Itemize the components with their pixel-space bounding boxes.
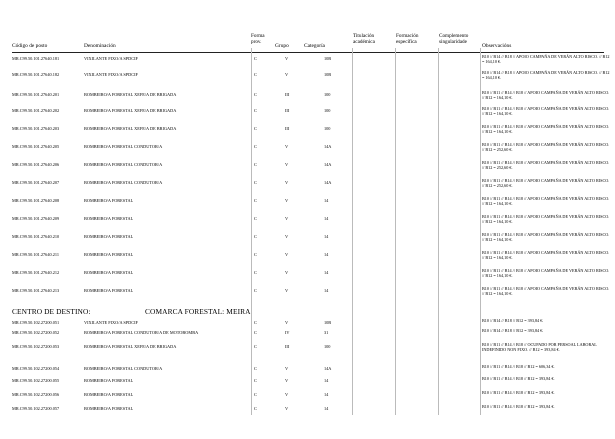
cell-observacions: B10 // B11 // B14 // B18 // APOIO CAMPAÑA DE VERÁN ALTO RISCO. // B12 = 252,60 €. xyxy=(482,142,610,153)
cell-observacions: B10 // B11 // B14 // B18 // B12 = 393,84 €. xyxy=(482,404,555,409)
cell-forma-prov: C xyxy=(254,252,257,257)
cell-posto-code: MR.C99.50.102.27200.052 xyxy=(12,330,60,335)
cell-categoria: 14 xyxy=(324,270,329,275)
cell-posto-code: MR.C99.50.101.27640.206 xyxy=(12,162,60,167)
cell-forma-prov: C xyxy=(254,108,257,113)
col-header-observacions: Observacións xyxy=(482,43,512,49)
cell-grupo: V xyxy=(285,216,289,221)
cell-forma-prov: C xyxy=(254,320,257,325)
cell-denominacion: BOMBEIRO/A FORESTAL CONDUTOR/A xyxy=(84,366,163,371)
cell-forma-prov: C xyxy=(254,234,257,239)
cell-posto-code: MR.C99.50.101.27640.202 xyxy=(12,108,60,113)
cell-denominacion: BOMBEIRO/A FORESTAL xyxy=(84,406,134,411)
cell-forma-prov: C xyxy=(254,92,257,97)
cell-observacions: B10 // B11 // B14 // B18 // APOIO CAMPAÑA DE VERÁN ALTO RISCO. // B12 = 164,10 €. xyxy=(482,214,610,225)
cell-categoria: 10B xyxy=(324,56,332,61)
cell-grupo: III xyxy=(285,92,290,97)
cell-grupo: V xyxy=(285,406,289,411)
cell-categoria: 14 xyxy=(324,234,329,239)
cell-posto-code: MR.C99.50.102.27200.057 xyxy=(12,406,60,411)
cell-posto-code: MR.C99.50.101.27640.210 xyxy=(12,234,60,239)
col-header-denominacion: Denominación xyxy=(84,43,116,49)
cell-forma-prov: C xyxy=(254,126,257,131)
cell-observacions: B10 // B11 // B14 // B18 // APOIO CAMPAÑA DE VERÁN ALTO RISCO. // B12 = 164,10 €. xyxy=(482,250,610,261)
cell-grupo: V xyxy=(285,378,289,383)
cell-observacions: B10 // B14 // B18 // B12 = 393,84 €. xyxy=(482,318,544,323)
cell-categoria: 14 xyxy=(324,288,329,293)
cell-posto-code: MR.C99.50.101.27640.182 xyxy=(12,72,60,77)
cell-grupo: V xyxy=(285,180,289,185)
cell-posto-code: MR.C99.50.101.27640.205 xyxy=(12,144,60,149)
cell-observacions: B10 // B14 // B18 // APOIO CAMPAÑA DE VERÁN ALTO RISCO. // B12 = 164,10 €. xyxy=(482,70,610,81)
cell-observacions: B10 // B11 // B14 // B18 // B12 = 393,84 €. xyxy=(482,376,555,381)
cell-denominacion: BOMBEIRO/A FORESTAL xyxy=(84,234,134,239)
cell-forma-prov: C xyxy=(254,216,257,221)
cell-forma-prov: C xyxy=(254,344,257,349)
cell-categoria: 31 xyxy=(324,330,329,335)
cell-denominacion: BOMBEIRO/A FORESTAL xyxy=(84,198,134,203)
cell-posto-code: MR.C99.50.101.27640.201 xyxy=(12,92,60,97)
cell-observacions: B10 // B14 // B18 // B12 = 393,84 €. xyxy=(482,328,544,333)
cell-observacions: B10 // B11 // B14 // B18 // APOIO CAMPAÑA DE VERÁN ALTO RISCO. // B12 = 252,60 €. xyxy=(482,178,610,189)
col-header-codigo: Código de posto xyxy=(12,43,48,49)
cell-posto-code: MR.C99.50.101.27640.181 xyxy=(12,56,60,61)
cell-categoria: 14 xyxy=(324,378,329,383)
col-separator xyxy=(251,48,252,415)
cell-posto-code: MR.C99.50.102.27200.053 xyxy=(12,344,60,349)
cell-forma-prov: C xyxy=(254,72,257,77)
cell-grupo: V xyxy=(285,252,289,257)
cell-observacions: B10 // B11 // B14 // B18 // B12 = 606,34 €. xyxy=(482,364,555,369)
cell-posto-code: MR.C99.50.101.27640.203 xyxy=(12,126,60,131)
col-header-grupo: Grupo xyxy=(275,43,289,49)
cell-forma-prov: C xyxy=(254,56,257,61)
cell-denominacion: VIXILANTE FIXO/A SPDCIF xyxy=(84,72,138,77)
cell-posto-code: MR.C99.50.102.27200.051 xyxy=(12,320,60,325)
cell-denominacion: BOMBEIRO/A FORESTAL CONDUTOR/A DE MOTOBOMBA xyxy=(84,330,199,335)
cell-posto-code: MR.C99.50.102.27200.055 xyxy=(12,378,60,383)
col-header-titulacion: Titulación académica xyxy=(353,33,375,45)
cell-grupo: V xyxy=(285,366,289,371)
col-header-forma: Forma prov. xyxy=(251,33,265,45)
section-header xyxy=(12,307,612,317)
cell-forma-prov: C xyxy=(254,392,257,397)
cell-grupo: V xyxy=(285,144,289,149)
col-header-complemento: Complemento singularidade xyxy=(439,33,469,45)
cell-categoria: 100 xyxy=(324,108,331,113)
col-separator xyxy=(480,48,481,415)
col-header-categoria: Categoría xyxy=(304,43,325,49)
cell-categoria: 100 xyxy=(324,344,331,349)
cell-denominacion: BOMBEIRO/A FORESTAL xyxy=(84,216,134,221)
cell-forma-prov: C xyxy=(254,366,257,371)
cell-categoria: 14A xyxy=(324,144,332,149)
cell-categoria: 14 xyxy=(324,392,329,397)
cell-forma-prov: C xyxy=(254,144,257,149)
cell-grupo: V xyxy=(285,320,289,325)
cell-grupo: V xyxy=(285,392,289,397)
cell-denominacion: BOMBEIRO/A FORESTAL CONDUTOR/A xyxy=(84,144,163,149)
cell-denominacion: BOMBEIRO/A FORESTAL XEFE/A DE BRIGADA xyxy=(84,92,177,97)
section-label: CENTRO DE DESTINO: xyxy=(12,307,91,316)
cell-denominacion: BOMBEIRO/A FORESTAL XEFE/A DE BRIGADA xyxy=(84,126,177,131)
cell-categoria: 14A xyxy=(324,366,332,371)
cell-grupo: V xyxy=(285,234,289,239)
cell-observacions: B10 // B14 // B18 // APOIO CAMPAÑA DE VERÁN ALTO RISCO. // B12 = 164,10 €. xyxy=(482,54,610,65)
cell-observacions: B10 // B11 // B14 // B18 // APOIO CAMPAÑA DE VERÁN ALTO RISCO. // B12 = 252,60 €. xyxy=(482,160,610,171)
cell-categoria: 100 xyxy=(324,92,331,97)
cell-grupo: V xyxy=(285,162,289,167)
cell-forma-prov: C xyxy=(254,270,257,275)
cell-categoria: 100 xyxy=(324,126,331,131)
cell-denominacion: VIXILANTE FIXO/A SPDCIF xyxy=(84,56,138,61)
table-header xyxy=(0,34,615,54)
cell-denominacion: BOMBEIRO/A FORESTAL xyxy=(84,392,134,397)
section-name: COMARCA FORESTAL: MEIRA xyxy=(145,307,251,316)
cell-grupo: III xyxy=(285,126,290,131)
cell-grupo: V xyxy=(285,56,289,61)
cell-forma-prov: C xyxy=(254,330,257,335)
cell-posto-code: MR.C99.50.101.27640.211 xyxy=(12,252,59,257)
cell-observacions: B10 // B11 // B14 // B18 // B12 = 393,84 €. xyxy=(482,390,555,395)
col-separator xyxy=(438,48,439,415)
cell-observacions: B10 // B11 // B14 // B18 // APOIO CAMPAÑA DE VERÁN ALTO RISCO. // B12 = 164,10 €. xyxy=(482,196,610,207)
cell-posto-code: MR.C99.50.102.27200.056 xyxy=(12,392,60,397)
cell-posto-code: MR.C99.50.101.27640.209 xyxy=(12,216,60,221)
cell-observacions: B10 // B11 // B14 // B18 // OCUPADO POR PERSOAL LABORAL INDEFINIDO NON FIXO. // B12 = 393,84 €. xyxy=(482,342,597,353)
cell-grupo: III xyxy=(285,344,290,349)
cell-forma-prov: C xyxy=(254,180,257,185)
cell-forma-prov: C xyxy=(254,378,257,383)
header-rule xyxy=(12,52,604,53)
cell-posto-code: MR.C99.50.101.27640.213 xyxy=(12,288,60,293)
cell-grupo: V xyxy=(285,198,289,203)
cell-grupo: IV xyxy=(285,330,290,335)
col-separator xyxy=(395,48,396,415)
cell-categoria: 14 xyxy=(324,252,329,257)
cell-grupo: V xyxy=(285,270,289,275)
cell-posto-code: MR.C99.50.102.27200.054 xyxy=(12,366,60,371)
cell-posto-code: MR.C99.50.101.27640.207 xyxy=(12,180,60,185)
cell-denominacion: BOMBEIRO/A FORESTAL XEFE/A DE BRIGADA xyxy=(84,344,177,349)
cell-categoria: 14 xyxy=(324,216,329,221)
cell-denominacion: BOMBEIRO/A FORESTAL xyxy=(84,378,134,383)
cell-observacions: B10 // B11 // B14 // B18 // APOIO CAMPAÑA DE VERÁN ALTO RISCO. // B12 = 164,10 €. xyxy=(482,286,610,297)
cell-observacions: B10 // B11 // B14 // B18 // APOIO CAMPAÑA DE VERÁN ALTO RISCO. // B12 = 164,10 €. xyxy=(482,232,610,243)
cell-observacions: B10 // B11 // B14 // B18 // APOIO CAMPAÑA DE VERÁN ALTO RISCO. // B12 = 164,10 €. xyxy=(482,106,610,117)
cell-categoria: 10B xyxy=(324,320,332,325)
cell-observacions: B10 // B11 // B14 // B18 // APOIO CAMPAÑA DE VERÁN ALTO RISCO. // B12 = 164,10 €. xyxy=(482,124,610,135)
cell-denominacion: BOMBEIRO/A FORESTAL xyxy=(84,252,134,257)
cell-categoria: 14A xyxy=(324,162,332,167)
cell-posto-code: MR.C99.50.101.27640.208 xyxy=(12,198,60,203)
cell-forma-prov: C xyxy=(254,198,257,203)
cell-denominacion: VIXILANTE FIXO/A SPDCIF xyxy=(84,320,138,325)
col-separator xyxy=(352,48,353,415)
cell-grupo: III xyxy=(285,108,290,113)
cell-posto-code: MR.C99.50.101.27640.212 xyxy=(12,270,60,275)
cell-categoria: 14 xyxy=(324,198,329,203)
cell-denominacion: BOMBEIRO/A FORESTAL xyxy=(84,270,134,275)
cell-categoria: 10B xyxy=(324,72,332,77)
cell-forma-prov: C xyxy=(254,406,257,411)
cell-forma-prov: C xyxy=(254,288,257,293)
cell-denominacion: BOMBEIRO/A FORESTAL XEFE/A DE BRIGADA xyxy=(84,108,177,113)
cell-grupo: V xyxy=(285,288,289,293)
cell-categoria: 14 xyxy=(324,406,329,411)
cell-grupo: V xyxy=(285,72,289,77)
cell-denominacion: BOMBEIRO/A FORESTAL xyxy=(84,288,134,293)
cell-denominacion: BOMBEIRO/A FORESTAL CONDUTOR/A xyxy=(84,180,163,185)
cell-observacions: B10 // B11 // B14 // B18 // APOIO CAMPAÑA DE VERÁN ALTO RISCO. // B12 = 164,10 €. xyxy=(482,90,610,101)
cell-forma-prov: C xyxy=(254,162,257,167)
cell-categoria: 14A xyxy=(324,180,332,185)
col-header-formacion: Formación específica xyxy=(396,33,419,45)
cell-observacions: B10 // B11 // B14 // B18 // APOIO CAMPAÑA DE VERÁN ALTO RISCO. // B12 = 164,10 €. xyxy=(482,268,610,279)
cell-denominacion: BOMBEIRO/A FORESTAL CONDUTOR/A xyxy=(84,162,163,167)
